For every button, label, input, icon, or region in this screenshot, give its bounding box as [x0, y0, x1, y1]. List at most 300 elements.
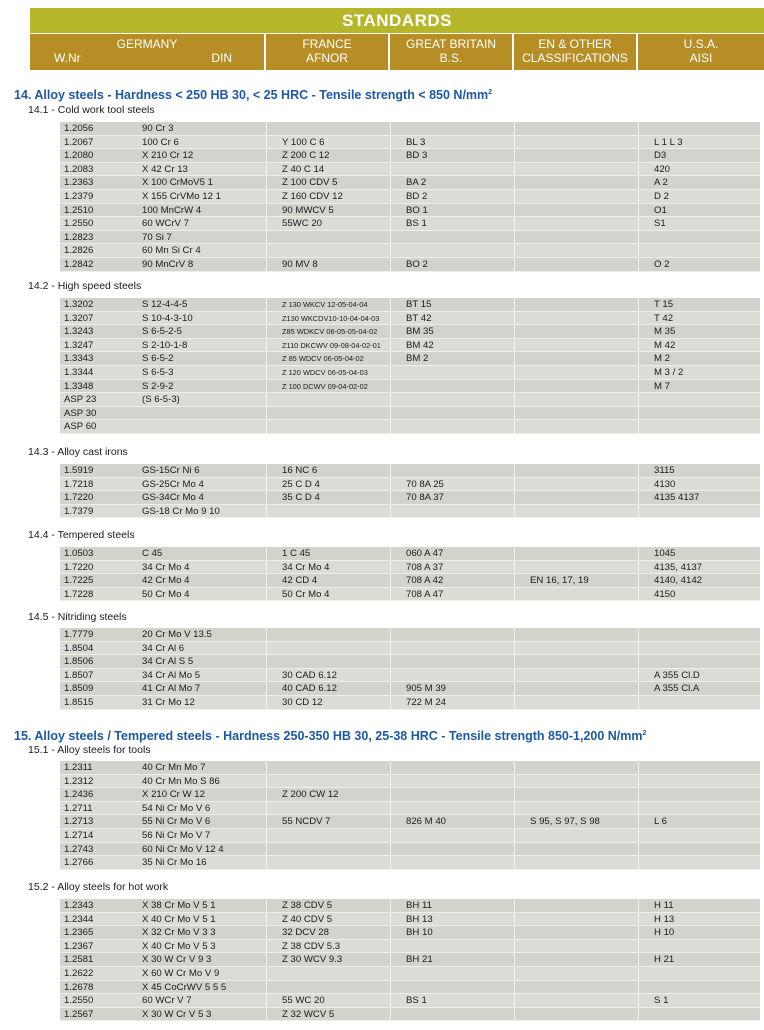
column-divider: [390, 802, 391, 815]
table-row: [60, 217, 760, 231]
column-divider: [390, 967, 391, 980]
afnor-cell: 90 MV 8: [282, 258, 318, 270]
table-row: [60, 244, 760, 258]
wnr-cell: 1.2343: [64, 900, 94, 911]
aisi-cell: T 42: [654, 312, 674, 324]
column-divider: [514, 393, 515, 406]
column-france: [266, 34, 390, 70]
bs-label: B.S.: [439, 51, 463, 65]
aisi-cell: L 6: [654, 816, 667, 828]
table-row: [60, 953, 760, 967]
column-divider: [266, 775, 267, 788]
wnr-cell: 1.7228: [64, 588, 94, 600]
subtitle-14-5: 14.5 - Nitriding steels: [28, 611, 127, 623]
column-divider: [390, 478, 391, 491]
bs-cell: 060 A 47: [406, 548, 444, 559]
din-cell: S 6-5-3: [142, 366, 174, 378]
bs-cell: BL 3: [406, 136, 426, 148]
wnr-cell: 1.5919: [64, 465, 94, 476]
din-cell: X 40 Cr Mo V 5 1: [142, 913, 216, 925]
column-divider: [266, 244, 267, 257]
table-row: [60, 366, 760, 380]
column-divider: [390, 547, 391, 560]
column-divider: [638, 122, 639, 135]
bs-cell: BT 15: [406, 299, 432, 310]
bs-cell: BH 13: [406, 913, 433, 925]
bs-cell: 708 A 37: [406, 561, 444, 573]
column-divider: [266, 547, 267, 560]
column-divider: [638, 366, 639, 379]
wnr-cell: 1.2067: [64, 136, 94, 148]
wnr-cell: ASP 60: [64, 421, 97, 433]
bs-cell: 708 A 42: [406, 575, 444, 587]
bs-cell: BS 1: [406, 218, 427, 230]
wnr-cell: 1.3343: [64, 353, 94, 365]
table-row: [60, 669, 760, 683]
table-row: [60, 464, 760, 478]
aisi-cell: M 42: [654, 339, 676, 351]
column-divider: [514, 967, 515, 980]
column-divider: [514, 642, 515, 655]
section-14-heading: 14. Alloy steels - Hardness < 250 HB 30, < 25 HRC - Tensile strength < 850 $N/mm^2$: [14, 88, 493, 102]
din-cell: 60 WCrV 7: [142, 218, 189, 230]
wnr-cell: 1.2056: [64, 123, 94, 134]
table-row: [60, 312, 760, 326]
table-row: [60, 420, 760, 434]
column-divider: [266, 407, 267, 420]
din-cell: X 210 Cr 12: [142, 150, 194, 162]
din-cell: 20 Cr Mo V 13.5: [142, 629, 212, 640]
column-divider: [638, 163, 639, 176]
column-divider: [390, 899, 391, 912]
afnor-cell: 55WC 20: [282, 218, 322, 230]
column-divider: [266, 682, 267, 695]
din-cell: 40 Cr Mn Mo 7: [142, 762, 206, 773]
wnr-cell: 1.3207: [64, 312, 94, 324]
din-cell: X 210 Cr W 12: [142, 789, 205, 801]
din-cell: GS-25Cr Mo 4: [142, 478, 204, 490]
column-divider: [638, 655, 639, 668]
din-cell: X 45 CoCrWV 5 5 5: [142, 981, 227, 993]
wnr-cell: 1.3348: [64, 380, 94, 392]
column-divider: [514, 478, 515, 491]
table-row: [60, 642, 760, 656]
wnr-cell: 1.2367: [64, 940, 94, 952]
column-divider: [514, 420, 515, 433]
wnr-cell: 1.2743: [64, 843, 94, 855]
standards-title: STANDARDS: [30, 8, 764, 33]
column-divider: [266, 761, 267, 774]
table-row: [60, 407, 760, 421]
din-cell: 56 Ni Cr Mo V 7: [142, 829, 211, 841]
column-divider: [266, 339, 267, 352]
column-divider: [266, 122, 267, 135]
table-15-2: [60, 899, 760, 1021]
column-divider: [638, 788, 639, 801]
bs-cell: BS 1: [406, 995, 427, 1007]
column-divider: [390, 628, 391, 641]
column-divider: [390, 298, 391, 311]
afnor-cell: 35 C D 4: [282, 492, 320, 504]
column-divider: [266, 204, 267, 217]
din-cell: X 155 CrVMo 12 1: [142, 190, 221, 202]
column-divider: [514, 696, 515, 709]
aisi-cell: 420: [654, 163, 671, 175]
column-divider: [390, 588, 391, 601]
table-row: [60, 696, 760, 710]
din-cell: S 6-5-2-5: [142, 326, 182, 338]
afnor-cell: 42 CD 4: [282, 575, 318, 587]
column-divider: [514, 149, 515, 162]
wnr-cell: 1.2713: [64, 816, 94, 828]
bs-cell: BH 10: [406, 927, 433, 939]
column-divider: [514, 339, 515, 352]
column-divider: [638, 967, 639, 980]
column-divider: [638, 420, 639, 433]
subtitle-14-3: 14.3 - Alloy cast irons: [28, 446, 128, 458]
bs-cell: BT 42: [406, 312, 432, 324]
afnor-cell: 30 CD 12: [282, 696, 323, 708]
table-row: [60, 393, 760, 407]
column-divider: [266, 478, 267, 491]
aisi-cell: O1: [654, 204, 667, 216]
din-cell: S 6-5-2: [142, 353, 174, 365]
wnr-cell: 1.2678: [64, 981, 94, 993]
column-divider: [266, 899, 267, 912]
table-row: [60, 628, 760, 642]
column-usa: [638, 34, 764, 70]
table-row: [60, 926, 760, 940]
table-row: [60, 176, 760, 190]
column-en-other: [514, 34, 638, 70]
afnor-cell: Z 38 CDV 5.3: [282, 940, 341, 952]
wnr-cell: 1.2080: [64, 150, 94, 162]
column-divider: [266, 829, 267, 842]
column-divider: [514, 366, 515, 379]
afnor-cell: Z 120 WDCV 06-05-04-03: [282, 367, 368, 377]
column-divider: [390, 176, 391, 189]
din-cell: S 12-4-4-5: [142, 299, 188, 310]
din-cell: GS-15Cr Ni 6: [142, 465, 200, 476]
column-germany: [30, 34, 266, 70]
din-cell: 100 Cr 6: [142, 136, 179, 148]
din-cell: S 10-4-3-10: [142, 312, 193, 324]
table-row: [60, 163, 760, 177]
column-divider: [390, 325, 391, 338]
bs-cell: 70 8A 25: [406, 478, 444, 490]
column-divider: [390, 420, 391, 433]
afnor-cell: Z 38 CDV 5: [282, 900, 333, 911]
wnr-cell: 1.2581: [64, 954, 94, 966]
column-divider: [514, 204, 515, 217]
din-cell: 60 Ni Cr Mo V 12 4: [142, 843, 224, 855]
table-14-1: [60, 122, 760, 272]
din-cell: X 60 W Cr Mo V 9: [142, 967, 220, 979]
column-divider: [390, 815, 391, 828]
aisi-cell: O 2: [654, 258, 670, 270]
column-divider: [638, 669, 639, 682]
aisi-cell: 4150: [654, 588, 676, 600]
aisi-cell: M 2: [654, 353, 670, 365]
column-divider: [266, 628, 267, 641]
column-divider: [638, 696, 639, 709]
column-divider: [514, 190, 515, 203]
bs-cell: 70 8A 37: [406, 492, 444, 504]
din-cell: 100 MnCrW 4: [142, 204, 202, 216]
aisi-cell: D3: [654, 150, 667, 162]
afnor-cell: Z130 WKCDV10-10-04-04-03: [282, 313, 380, 323]
din-cell: 90 MnCrV 8: [142, 258, 194, 270]
wnr-cell: 1.3243: [64, 326, 94, 338]
column-divider: [638, 190, 639, 203]
table-row: [60, 913, 760, 927]
column-divider: [266, 176, 267, 189]
table-row: [60, 190, 760, 204]
afnor-cell: Y 100 C 6: [282, 136, 325, 148]
column-divider: [390, 407, 391, 420]
column-divider: [390, 913, 391, 926]
column-divider: [390, 682, 391, 695]
column-divider: [638, 628, 639, 641]
column-divider: [638, 940, 639, 953]
wnr-cell: 1.3344: [64, 366, 94, 378]
column-divider: [266, 420, 267, 433]
column-divider: [390, 258, 391, 271]
din-cell: X 100 CrMoV5 1: [142, 177, 213, 189]
column-divider: [390, 829, 391, 842]
aisi-cell: M 7: [654, 380, 670, 392]
en-other-label: EN & OTHER: [538, 37, 612, 51]
column-divider: [390, 163, 391, 176]
wnr-cell: 1.2622: [64, 967, 94, 979]
afnor-cell: 50 Cr Mo 4: [282, 588, 330, 600]
column-divider: [266, 788, 267, 801]
column-divider: [266, 352, 267, 365]
column-divider: [638, 339, 639, 352]
din-cell: 55 Ni Cr Mo V 6: [142, 816, 211, 828]
column-divider: [390, 122, 391, 135]
column-divider: [514, 802, 515, 815]
column-divider: [638, 478, 639, 491]
table-row: [60, 258, 760, 272]
column-divider: [514, 163, 515, 176]
column-divider: [514, 940, 515, 953]
column-divider: [514, 574, 515, 587]
afnor-cell: Z85 WDKCV 06-05-05-04-02: [282, 327, 378, 337]
column-divider: [266, 655, 267, 668]
table-row: [60, 298, 760, 312]
subtitle-15-1: 15.1 - Alloy steels for tools: [28, 744, 151, 756]
column-divider: [390, 505, 391, 518]
aisi-cell: S1: [654, 218, 666, 230]
column-divider: [638, 574, 639, 587]
wnr-cell: 1.7218: [64, 478, 94, 490]
din-cell: X 30 W Cr V 9 3: [142, 954, 212, 966]
column-divider: [638, 856, 639, 869]
table-row: [60, 574, 760, 588]
column-divider: [390, 574, 391, 587]
column-divider: [266, 994, 267, 1007]
wnr-cell: 1.7379: [64, 505, 94, 517]
column-divider: [514, 258, 515, 271]
column-divider: [390, 339, 391, 352]
table-row: [60, 505, 760, 519]
table-row: [60, 547, 760, 561]
column-divider: [266, 163, 267, 176]
column-divider: [390, 491, 391, 504]
wnr-cell: 1.3247: [64, 339, 94, 351]
din-cell: 60 Mn Si Cr 4: [142, 245, 201, 257]
column-divider: [390, 642, 391, 655]
aisi-cell: A 2: [654, 177, 668, 189]
afnor-cell: Z110 DKCWV 09-08-04-02-01: [282, 340, 381, 350]
column-divider: [514, 136, 515, 149]
aisi-cell: H 21: [654, 954, 675, 966]
column-divider: [514, 953, 515, 966]
column-divider: [390, 217, 391, 230]
wnr-cell: 1.2365: [64, 927, 94, 939]
column-divider: [266, 190, 267, 203]
wnr-cell: 1.8507: [64, 669, 94, 681]
column-divider: [266, 149, 267, 162]
column-divider: [266, 312, 267, 325]
column-divider: [514, 491, 515, 504]
column-divider: [514, 244, 515, 257]
column-divider: [266, 505, 267, 518]
en-cell: EN 16, 17, 19: [530, 575, 589, 587]
din-cell: 31 Cr Mo 12: [142, 696, 195, 708]
wnr-cell: 1.2510: [64, 204, 94, 216]
column-divider: [514, 682, 515, 695]
column-divider: [266, 843, 267, 856]
germany-label: GERMANY: [116, 37, 178, 51]
wnr-cell: 1.2083: [64, 163, 94, 175]
wnr-cell: 1.2311: [64, 762, 93, 773]
column-divider: [514, 547, 515, 560]
column-divider: [514, 815, 515, 828]
column-divider: [266, 561, 267, 574]
column-divider: [514, 122, 515, 135]
wnr-cell: 1.7220: [64, 492, 94, 504]
afnor-cell: 55 NCDV 7: [282, 816, 331, 828]
column-divider: [266, 325, 267, 338]
aisi-cell: 4135 4137: [654, 492, 700, 504]
bs-cell: BA 2: [406, 177, 427, 189]
aisi-cell: A 355 Cl.D: [654, 669, 700, 681]
table-row: [60, 940, 760, 954]
table-row: [60, 1008, 760, 1022]
subtitle-14-2: 14.2 - High speed steels: [28, 280, 142, 292]
column-divider: [266, 926, 267, 939]
afnor-cell: 30 CAD 6.12: [282, 669, 337, 681]
afnor-cell: Z 130 WKCV 12-05-04-04: [282, 300, 368, 309]
afnor-cell: 25 C D 4: [282, 478, 320, 490]
table-row: [60, 204, 760, 218]
column-divider: [514, 669, 515, 682]
column-divider: [638, 231, 639, 244]
table-row: [60, 325, 760, 339]
aisi-cell: S 1: [654, 995, 669, 1007]
aisi-cell: M 3 / 2: [654, 366, 684, 378]
afnor-cell: Z 30 WCV 9.3: [282, 954, 343, 966]
column-divider: [390, 204, 391, 217]
wnr-cell: 1.2312: [64, 775, 94, 787]
table-row: [60, 149, 760, 163]
bs-cell: 905 M 39: [406, 683, 447, 695]
column-divider: [514, 231, 515, 244]
table-14-4: [60, 547, 760, 601]
column-divider: [514, 926, 515, 939]
column-divider: [390, 856, 391, 869]
aisi-cell: 3115: [654, 465, 675, 476]
wnr-cell: 1.2766: [64, 857, 94, 869]
column-divider: [514, 505, 515, 518]
bs-cell: BM 2: [406, 353, 429, 365]
column-divider: [514, 628, 515, 641]
column-divider: [638, 953, 639, 966]
column-divider: [514, 1008, 515, 1021]
column-divider: [638, 491, 639, 504]
wnr-cell: ASP 30: [64, 407, 97, 419]
din-cell: 41 Cr Al Mo 7: [142, 683, 201, 695]
wnr-cell: 1.8515: [64, 696, 94, 708]
table-row: [60, 761, 760, 775]
afnor-cell: Z 200 CW 12: [282, 789, 339, 801]
din-label: DIN: [211, 51, 232, 65]
afnor-cell: Z 32 WCV 5: [282, 1008, 335, 1020]
column-divider: [514, 843, 515, 856]
column-divider: [638, 843, 639, 856]
column-divider: [266, 940, 267, 953]
france-label: FRANCE: [302, 37, 352, 51]
aisi-cell: 1045: [654, 548, 676, 559]
table-row: [60, 994, 760, 1008]
din-cell: 34 Cr Al 6: [142, 642, 185, 654]
aisi-cell: 4140, 4142: [654, 575, 703, 587]
table-row: [60, 478, 760, 492]
wnr-cell: 1.2344: [64, 913, 94, 925]
table-row: [60, 815, 760, 829]
column-divider: [266, 136, 267, 149]
column-divider: [266, 491, 267, 504]
table-row: [60, 136, 760, 150]
table-row: [60, 682, 760, 696]
afnor-cell: Z 100 CDV 5: [282, 177, 338, 189]
column-divider: [266, 380, 267, 393]
column-divider: [266, 298, 267, 311]
column-divider: [390, 775, 391, 788]
column-divider: [638, 547, 639, 560]
wnr-cell: 1.2550: [64, 995, 94, 1007]
column-divider: [638, 994, 639, 1007]
bs-cell: BH 21: [406, 954, 433, 966]
column-divider: [638, 899, 639, 912]
column-divider: [266, 1008, 267, 1021]
wnr-cell: 1.8509: [64, 683, 94, 695]
column-divider: [638, 588, 639, 601]
table-row: [60, 843, 760, 857]
column-divider: [266, 231, 267, 244]
column-divider: [638, 926, 639, 939]
aisi-cell: M 35: [654, 326, 676, 338]
column-divider: [638, 149, 639, 162]
table-row: [60, 122, 760, 136]
column-divider: [514, 788, 515, 801]
aisi-cell: 4135, 4137: [654, 561, 703, 573]
column-divider: [638, 815, 639, 828]
column-divider: [638, 352, 639, 365]
column-divider: [638, 204, 639, 217]
